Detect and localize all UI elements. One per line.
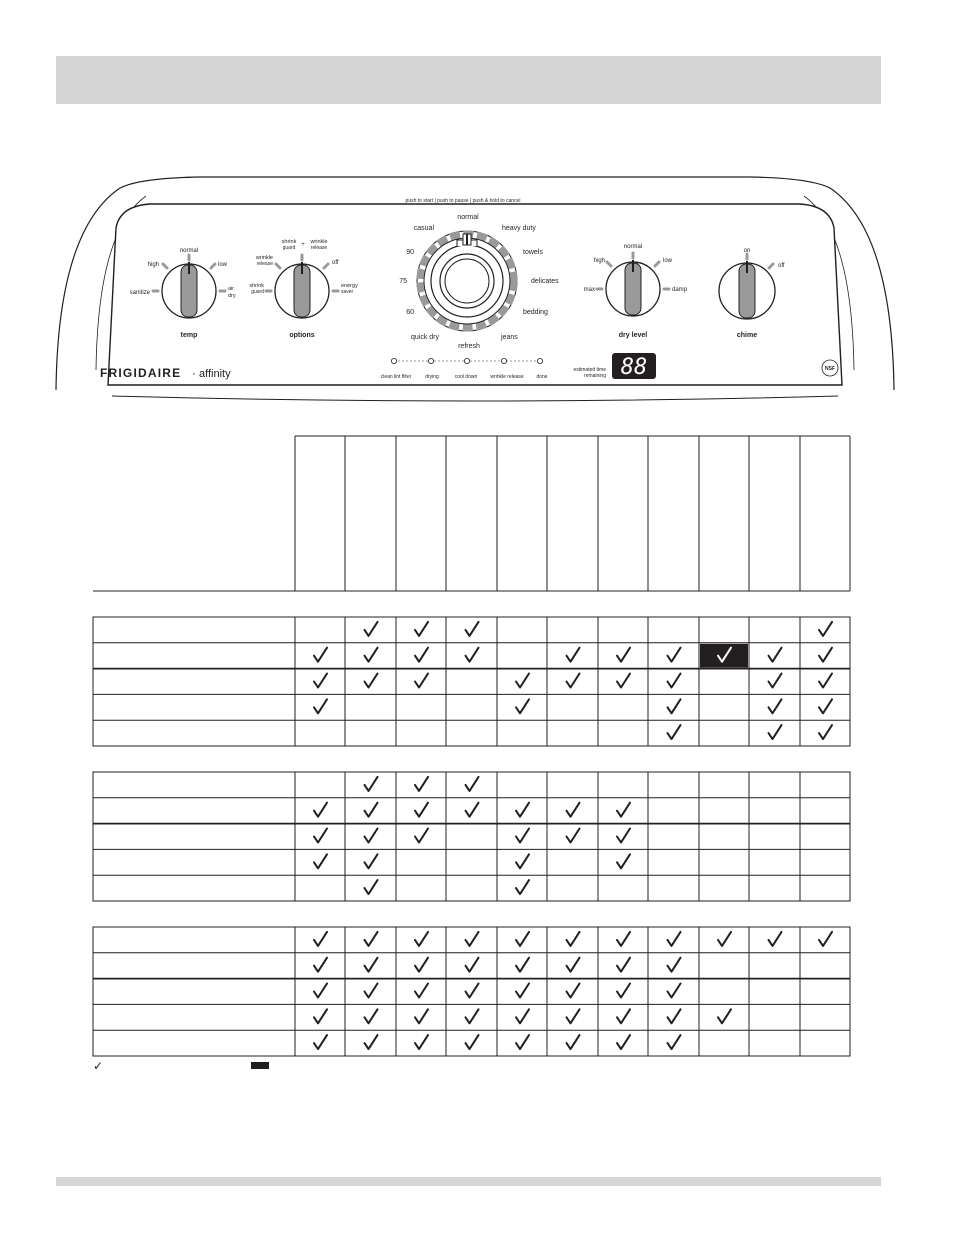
check-mark — [365, 880, 378, 894]
temp-title: temp — [180, 332, 198, 339]
check-mark — [365, 777, 378, 791]
status-clean-lint-filter: clean lint filter — [380, 374, 412, 380]
matrix-header — [93, 436, 850, 591]
check-mark — [617, 932, 630, 946]
check-mark — [668, 699, 681, 713]
cycle-quick-dry: quick dry — [410, 334, 439, 341]
check-mark — [769, 648, 782, 662]
temp-pos-dry: dry — [228, 293, 236, 299]
table-row — [314, 932, 832, 946]
check-mark — [617, 854, 630, 868]
check-mark — [466, 622, 479, 636]
check-mark — [415, 958, 428, 972]
temp-pos-normal: normal — [179, 248, 199, 254]
check-mark — [466, 932, 479, 946]
header-bar — [56, 56, 881, 104]
matrix-group-1 — [93, 617, 850, 746]
check-mark — [314, 932, 327, 946]
check-mark — [365, 829, 378, 843]
options-pos-guard: guard — [282, 245, 296, 251]
check-mark — [668, 958, 681, 972]
check-mark — [617, 829, 630, 843]
table-row — [314, 699, 832, 713]
dry-level-title: dry level — [618, 332, 648, 339]
check-mark — [516, 958, 529, 972]
check-mark — [567, 674, 580, 688]
check-mark — [617, 958, 630, 972]
check-mark — [516, 880, 529, 894]
check-mark — [365, 674, 378, 688]
brand-separator: · — [192, 366, 196, 380]
table-row — [314, 803, 630, 817]
check-mark — [516, 829, 529, 843]
check-mark — [516, 674, 529, 688]
check-mark — [769, 932, 782, 946]
check-mark — [617, 1009, 630, 1023]
check-mark — [617, 1035, 630, 1049]
cycle-dial[interactable] — [417, 231, 517, 331]
check-mark — [365, 932, 378, 946]
legend-default-box — [251, 1062, 269, 1069]
temp-pos-high: high — [147, 262, 159, 268]
table-row — [314, 644, 832, 668]
check-mark — [314, 674, 327, 688]
temp-pos-air: air — [228, 286, 235, 292]
default-cell — [700, 644, 748, 668]
check-mark — [567, 1009, 580, 1023]
table-row — [314, 1035, 681, 1049]
cycle-heavy-duty: heavy duty — [502, 225, 536, 232]
options-pos-shrink: shrink — [281, 239, 297, 245]
check-mark — [516, 932, 529, 946]
dry-pos-normal: normal — [623, 244, 643, 250]
table-row — [668, 725, 833, 739]
check-mark — [668, 648, 681, 662]
check-mark — [567, 648, 580, 662]
check-mark — [567, 958, 580, 972]
time-label-line1: estimated time — [573, 367, 606, 373]
dry-pos-low: low — [663, 258, 673, 264]
cycle-casual: casual — [413, 225, 434, 232]
check-mark — [769, 725, 782, 739]
temp-pos-low: low — [218, 262, 228, 268]
check-mark — [769, 699, 782, 713]
cycle-delicates: delicates — [531, 278, 559, 285]
check-mark — [415, 674, 428, 688]
check-mark — [365, 1035, 378, 1049]
table-row — [314, 829, 630, 843]
chime-pos-on: on — [743, 248, 751, 254]
check-mark — [617, 984, 630, 998]
check-mark — [365, 622, 378, 636]
check-mark — [314, 1035, 327, 1049]
check-mark — [314, 984, 327, 998]
check-mark — [617, 803, 630, 817]
check-mark — [516, 854, 529, 868]
nsf-badge-text: NSF — [825, 366, 835, 372]
check-mark — [819, 648, 832, 662]
check-mark — [819, 622, 832, 636]
check-mark — [718, 1009, 731, 1023]
check-mark — [415, 622, 428, 636]
cycle-75: 75 — [399, 278, 407, 285]
check-mark — [466, 777, 479, 791]
check-mark — [819, 699, 832, 713]
check-mark — [466, 1009, 479, 1023]
options-pos-plus: + — [301, 242, 305, 248]
check-mark — [365, 648, 378, 662]
table-row — [314, 984, 681, 998]
options-pos-release: release — [256, 261, 273, 267]
check-mark — [314, 829, 327, 843]
table-row — [314, 854, 630, 868]
check-mark — [718, 648, 731, 662]
check-mark — [668, 984, 681, 998]
check-mark — [415, 1009, 428, 1023]
cycle-jeans: jeans — [501, 334, 518, 341]
check-mark — [567, 1035, 580, 1049]
brand-series: affinity — [199, 368, 231, 380]
options-pos-off: off — [332, 260, 339, 266]
check-mark — [415, 777, 428, 791]
chime-title: chime — [736, 332, 758, 339]
brand-logo: FRIGIDAIRE — [100, 366, 182, 380]
dry-pos-high: high — [593, 258, 605, 264]
table-row — [365, 880, 530, 894]
check-mark — [365, 958, 378, 972]
check-mark — [314, 854, 327, 868]
check-mark — [415, 984, 428, 998]
footer-bar — [56, 1177, 881, 1186]
check-mark — [314, 1009, 327, 1023]
check-mark — [415, 648, 428, 662]
check-mark — [567, 829, 580, 843]
check-mark — [415, 829, 428, 843]
start-instructions: push to start | push to pause | push & hold to cancel — [405, 198, 521, 204]
table-row — [314, 674, 832, 688]
check-mark — [466, 984, 479, 998]
matrix-group-3 — [93, 927, 850, 1056]
check-mark — [365, 1009, 378, 1023]
dryer-control-panel — [50, 170, 900, 405]
cycle-90: 90 — [406, 249, 414, 256]
options-pos-wrinkle: wrinkle — [255, 255, 273, 261]
options-pos-release2: release — [310, 245, 328, 251]
check-mark — [516, 699, 529, 713]
check-mark — [668, 932, 681, 946]
check-mark — [668, 674, 681, 688]
check-mark — [415, 803, 428, 817]
check-mark — [365, 984, 378, 998]
table-row — [365, 622, 833, 636]
check-mark — [668, 725, 681, 739]
time-display-digits: 88 — [620, 355, 648, 380]
chime-pos-off: off — [778, 263, 785, 269]
check-mark — [668, 1035, 681, 1049]
matrix-group-2 — [93, 772, 850, 901]
options-pos-guard-left: guard — [251, 289, 264, 295]
check-mark — [819, 725, 832, 739]
legend-check: ✓ — [93, 1059, 104, 1073]
check-mark — [365, 803, 378, 817]
check-mark — [466, 648, 479, 662]
dry-pos-max: max — [583, 287, 595, 293]
options-title: options — [289, 332, 315, 339]
check-mark — [516, 1009, 529, 1023]
check-mark — [516, 803, 529, 817]
check-mark — [415, 932, 428, 946]
check-mark — [314, 803, 327, 817]
dry-pos-damp: damp — [672, 287, 688, 293]
table-row — [365, 777, 479, 791]
cycle-60: 60 — [406, 309, 414, 316]
check-mark — [819, 674, 832, 688]
check-mark — [466, 1035, 479, 1049]
check-mark — [567, 803, 580, 817]
status-done: done — [536, 374, 548, 380]
temp-pos-sanitize: sanitize — [129, 290, 150, 296]
check-mark — [516, 984, 529, 998]
check-mark — [314, 699, 327, 713]
check-mark — [617, 674, 630, 688]
check-mark — [365, 854, 378, 868]
status-wrinkle-release: wrinkle release — [490, 374, 524, 380]
check-mark — [314, 648, 327, 662]
options-pos-saver: saver — [341, 289, 354, 295]
status-drying: drying — [425, 374, 439, 380]
check-mark — [516, 1035, 529, 1049]
table-row — [314, 1009, 731, 1023]
options-pos-shrink-guard-left: shrink — [249, 283, 264, 289]
check-mark — [567, 932, 580, 946]
cycle-normal: normal — [457, 214, 479, 221]
check-mark — [466, 803, 479, 817]
check-mark — [819, 932, 832, 946]
check-mark — [718, 932, 731, 946]
options-pos-energy: energy — [341, 283, 358, 289]
check-mark — [567, 984, 580, 998]
check-mark — [415, 1035, 428, 1049]
cycle-bedding: bedding — [523, 309, 548, 316]
check-mark — [466, 958, 479, 972]
time-label-line2: remaining — [584, 373, 606, 379]
check-mark — [769, 674, 782, 688]
cycle-refresh: refresh — [458, 343, 480, 350]
check-mark — [314, 958, 327, 972]
check-mark — [668, 1009, 681, 1023]
cycle-towels: towels — [523, 249, 543, 256]
status-cool-down: cool down — [454, 374, 478, 380]
table-row — [314, 958, 681, 972]
options-pos-wrinkle2: wrinkle — [310, 239, 328, 245]
check-mark — [617, 648, 630, 662]
